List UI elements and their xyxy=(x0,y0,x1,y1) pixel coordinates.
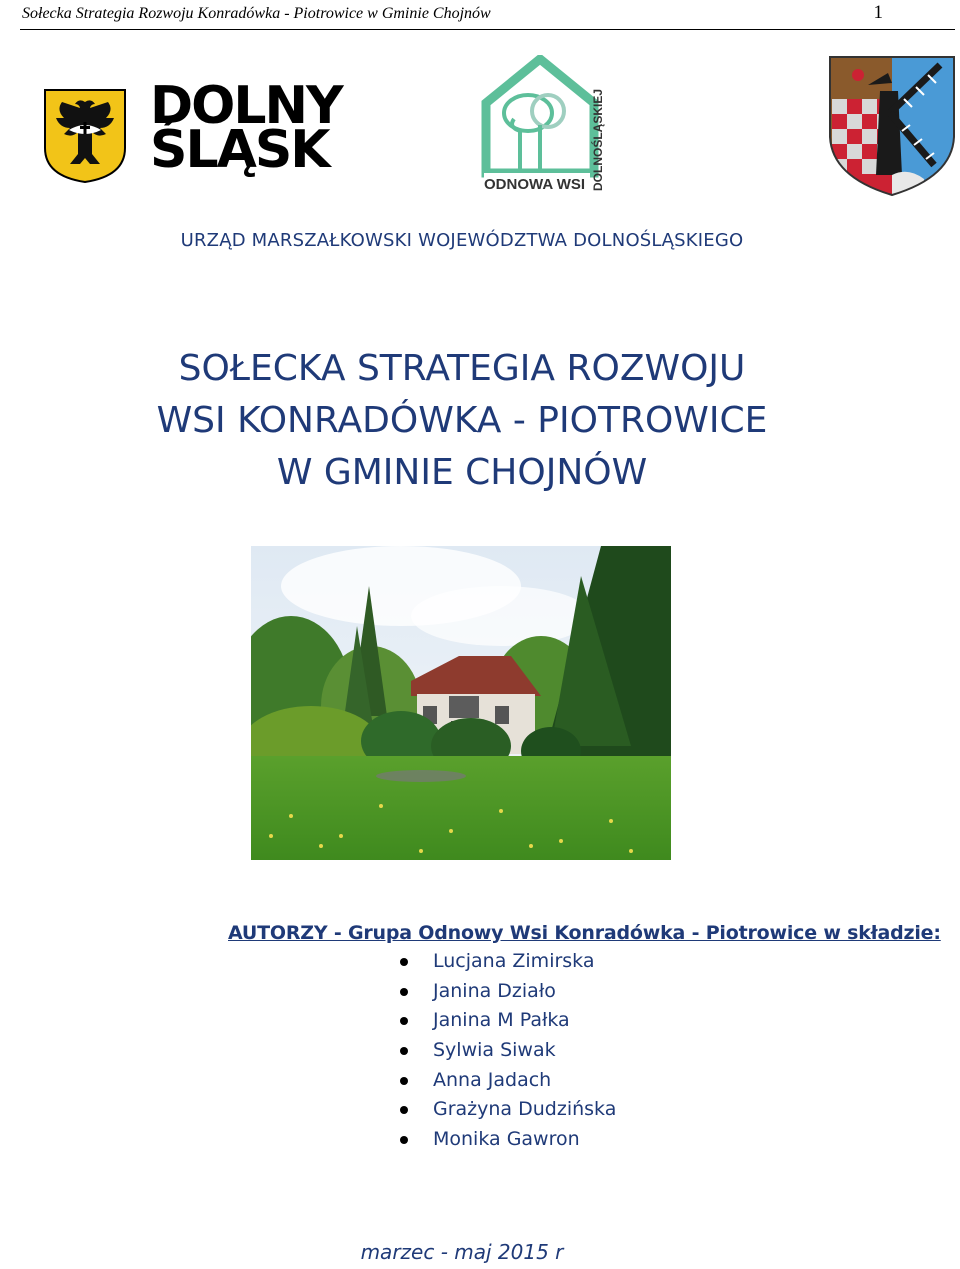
odnowa-side-text: DOLNOŚLĄSKIEJ xyxy=(591,88,605,191)
list-item xyxy=(228,1006,928,1036)
bullet-icon xyxy=(400,1106,408,1114)
bullet-icon xyxy=(400,1017,408,1025)
title-line-3: W GMINIE CHOJNÓW xyxy=(276,452,648,493)
list-item xyxy=(228,947,928,977)
page-number: 1 xyxy=(873,2,883,23)
dolny-slask-eagle-icon xyxy=(43,88,127,184)
title-line-2: WSI KONRADÓWKA - PIOTROWICE xyxy=(156,400,768,441)
author-name: Grażyna Dudzińska xyxy=(433,1098,617,1121)
authors-heading: AUTORZY - Grupa Odnowy Wsi Konradówka - Piotrowice w składzie: xyxy=(228,922,941,944)
bullet-icon xyxy=(400,988,408,996)
bullet-icon xyxy=(400,1047,408,1055)
list-item xyxy=(228,1125,928,1155)
document-header-title: Sołecka Strategia Rozwoju Konradówka - Piotrowice w Gminie Chojnów xyxy=(22,5,491,22)
bullet-icon xyxy=(400,1136,408,1144)
list-item xyxy=(228,977,928,1007)
list-item xyxy=(228,1036,928,1066)
gmina-coat-of-arms-icon xyxy=(828,55,956,197)
wordmark-line-2: ŚLĄSK xyxy=(150,120,329,180)
page-title xyxy=(0,343,924,499)
document-date: marzec - maj 2015 r xyxy=(360,1240,564,1264)
wordmark-line-1: DOLNY xyxy=(150,76,342,136)
list-item xyxy=(228,1066,928,1096)
author-name: Janina Działo xyxy=(433,979,556,1002)
author-name: Anna Jadach xyxy=(433,1068,552,1091)
list-item xyxy=(228,1095,928,1125)
dolny-slask-wordmark xyxy=(150,76,342,180)
author-name: Janina M Pałka xyxy=(433,1009,570,1032)
title-line-1: SOŁECKA STRATEGIA ROZWOJU xyxy=(178,348,746,389)
odnowa-wsi-logo xyxy=(478,55,608,195)
institution-name: URZĄD MARSZAŁKOWSKI WOJEWÓDZTWA DOLNOŚLĄSKIEGO xyxy=(180,230,744,251)
bullet-icon xyxy=(400,1077,408,1085)
authors-section xyxy=(228,922,941,1155)
author-name: Sylwia Siwak xyxy=(433,1039,556,1062)
odnowa-bottom-text: ODNOWA WSI xyxy=(484,176,586,193)
authors-list xyxy=(228,947,928,1155)
bullet-icon xyxy=(400,958,408,966)
author-name: Monika Gawron xyxy=(433,1128,580,1151)
author-name: Lucjana Zimirska xyxy=(433,950,595,972)
running-header xyxy=(20,2,955,30)
manor-house-photo xyxy=(251,546,671,860)
